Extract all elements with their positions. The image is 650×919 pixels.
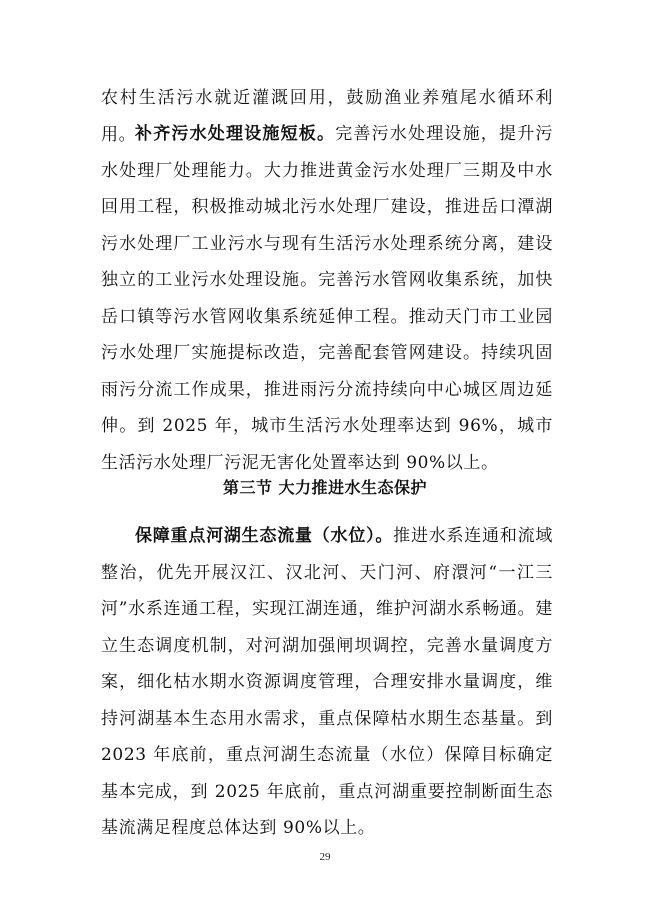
page-number: 29 bbox=[319, 851, 331, 863]
paragraph-text: 推进水系连通和流域整治，优先开展汉江、汉北河、天门河、府澴河“一江三河”水系连通工程，实现江湖连通，维护河湖水系畅通。建立生态调度机制，对河湖加强闸坝调控，完善水量调度方案，细化枯水期水资源调度管理，合理安排水量调度，维持河湖基本生态用水需求，重点保障枯水期生态基量。到 2023 年底前，重点河湖生态流量（水位）保障目标确定基本完成，到 2025 年底前，重点河湖重要控制断面生态基流满足程度总体达到 90%以上。 bbox=[101, 526, 553, 838]
paragraph-text: 农村生活污水就近灌溉回用，鼓励渔业养殖尾水循环利用。 bbox=[101, 88, 553, 145]
paragraph-lead-heading: 补齐污水处理设施短板。 bbox=[135, 124, 336, 144]
paragraph-lead-heading: 保障重点河湖生态流量（水位）。 bbox=[135, 526, 394, 546]
paragraph-ecological-flow bbox=[101, 518, 553, 847]
paragraph-text: 完善污水处理设施，提升污水处理厂处理能力。大力推进黄金污水处理厂三期及中水回用工程，积极推动城北污水处理厂建设，推进岳口潭湖污水处理厂工业污水与现有生活污水处理系统分离，建设独立的工业污水处理设施。完善污水管网收集系统，加快岳口镇等污水管网收集系统延伸工程。推动天门市工业园污水处理厂实施提标改造，完善配套管网建设。持续巩固雨污分流工作成果，推进雨污分流持续向中心城区周边延伸。到 2025 年，城市生活污水处理率达到 96%，城市生活污水处理厂污泥无害化处置率达到 90%以上。 bbox=[101, 124, 553, 473]
section-heading: 第三节 大力推进水生态保护 bbox=[222, 478, 428, 497]
paragraph-sewage-facilities bbox=[101, 116, 553, 481]
